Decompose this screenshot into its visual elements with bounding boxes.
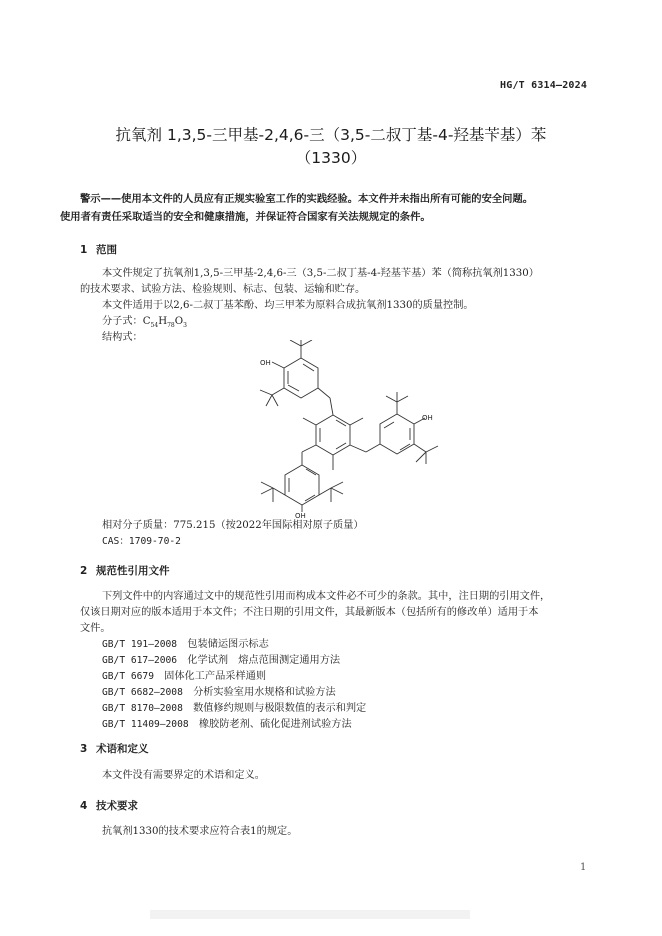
scope-paragraph-2: 本文件适用于以2,6-二叔丁基苯酚、均三甲苯为原料合成抗氧剂1330的质量控制。: [102, 300, 474, 311]
section-heading-terms: [80, 741, 149, 756]
reference-item: [102, 669, 366, 685]
formula-label: 分子式：: [102, 316, 143, 327]
structure-label: 结构式：: [102, 332, 143, 343]
reference-title: 化学试剂 熔点范围测定通用方法: [187, 655, 341, 666]
section-title: 范围: [96, 244, 117, 256]
scope-paragraph-1-line1: 本文件规定了抗氧剂1,3,5-三甲基-2,4,6-三（3,5-二叔丁基-4-羟基苄基）苯（简称抗氧剂1330）: [102, 268, 539, 279]
document-title: 抗氧剂 1,3,5-三甲基-2,4,6-三（3,5-二叔丁基-4-羟基苄基）苯: [115, 126, 547, 144]
reference-code: GB/T 617—2006: [102, 655, 178, 666]
warning-line2: 使用者有责任采取适当的安全和健康措施，并保证符合国家有关法规规定的条件。: [60, 211, 431, 223]
reference-item: [102, 685, 366, 701]
formula-carbon: C: [142, 316, 151, 327]
page-number: 1: [580, 862, 587, 873]
formula-oxygen: O: [174, 316, 184, 327]
reference-title: 固体化工产品采样通则: [164, 671, 267, 682]
section-heading-scope: [80, 242, 117, 257]
section-title: 术语和定义: [96, 743, 149, 755]
reference-code: GB/T 6679: [102, 671, 154, 682]
hydroxyl-label-right: OH: [422, 414, 433, 422]
document-title-line2: （1330）: [295, 149, 367, 167]
formula-oxygen-count: 3: [183, 322, 187, 330]
formula-hydrogen: H: [158, 316, 168, 327]
reference-item: [102, 637, 366, 653]
reference-title: 数值修约规则与极限数值的表示和判定: [193, 703, 367, 714]
section-heading-technical-requirements: [80, 798, 138, 813]
formula-hydrogen-count: 78: [167, 322, 175, 330]
phenol-ring-right: [350, 392, 438, 464]
section-number: 2: [80, 565, 88, 577]
reference-item: [102, 701, 366, 717]
reference-list: [102, 637, 366, 733]
cas-number: CAS：1709-70-2: [102, 536, 181, 547]
structural-formula-diagram: [230, 340, 460, 518]
reference-item: [102, 653, 366, 669]
warning-notice: [60, 190, 616, 226]
normative-intro-line3: 文件。: [80, 623, 111, 634]
technical-requirements-text: 抗氧剂1330的技术要求应符合表1的规定。: [102, 826, 298, 837]
section-number: 3: [80, 743, 88, 755]
reference-code: GB/T 6682—2008: [102, 687, 183, 698]
standard-number: HG/T 6314—2024: [500, 80, 588, 91]
reference-code: GB/T 8170—2008: [102, 703, 183, 714]
normative-intro-line2: 仅该日期对应的版本适用于本文件；不注日期的引用文件，其最新版本（包括所有的修改单）适用于本: [80, 607, 539, 618]
terms-text: 本文件没有需要界定的术语和定义。: [102, 770, 265, 781]
section-number: 4: [80, 800, 88, 812]
reference-code: GB/T 191—2008: [102, 639, 178, 650]
hydroxyl-label-top: OH: [260, 359, 271, 367]
relative-molecular-mass: 相对分子质量：775.215（按2022年国际相对原子质量）: [102, 520, 364, 531]
central-benzene-ring: [303, 415, 363, 470]
section-heading-normative-references: [80, 563, 170, 578]
reference-code: GB/T 11409—2008: [102, 719, 189, 730]
section-number: 1: [80, 244, 88, 256]
reference-item: [102, 717, 366, 733]
reference-title: 橡胶防老剂、硫化促进剂试验方法: [198, 719, 352, 730]
section-title: 技术要求: [96, 800, 138, 812]
normative-intro-line1: 下列文件中的内容通过文中的规范性引用而构成本文件必不可少的条款。其中，注日期的引用文件，: [102, 591, 551, 602]
footer-watermark-band: [150, 910, 470, 919]
hydroxyl-label-bottom: OH: [295, 512, 306, 518]
warning-line1: 警示——使用本文件的人员应有正规实验室工作的实践经验。本文件并未指出所有可能的安全问题。: [80, 193, 534, 205]
reference-title: 包装储运图示标志: [187, 639, 269, 650]
phenol-ring-top: [260, 340, 333, 415]
section-title: 规范性引用文件: [96, 565, 170, 577]
scope-paragraph-1-line2: 的技术要求、试验方法、检验规则、标志、包装、运输和贮存。: [80, 284, 366, 295]
phenol-ring-bottom: [261, 445, 343, 512]
formula-carbon-count: 54: [150, 322, 159, 330]
reference-title: 分析实验室用水规格和试验方法: [193, 687, 336, 698]
